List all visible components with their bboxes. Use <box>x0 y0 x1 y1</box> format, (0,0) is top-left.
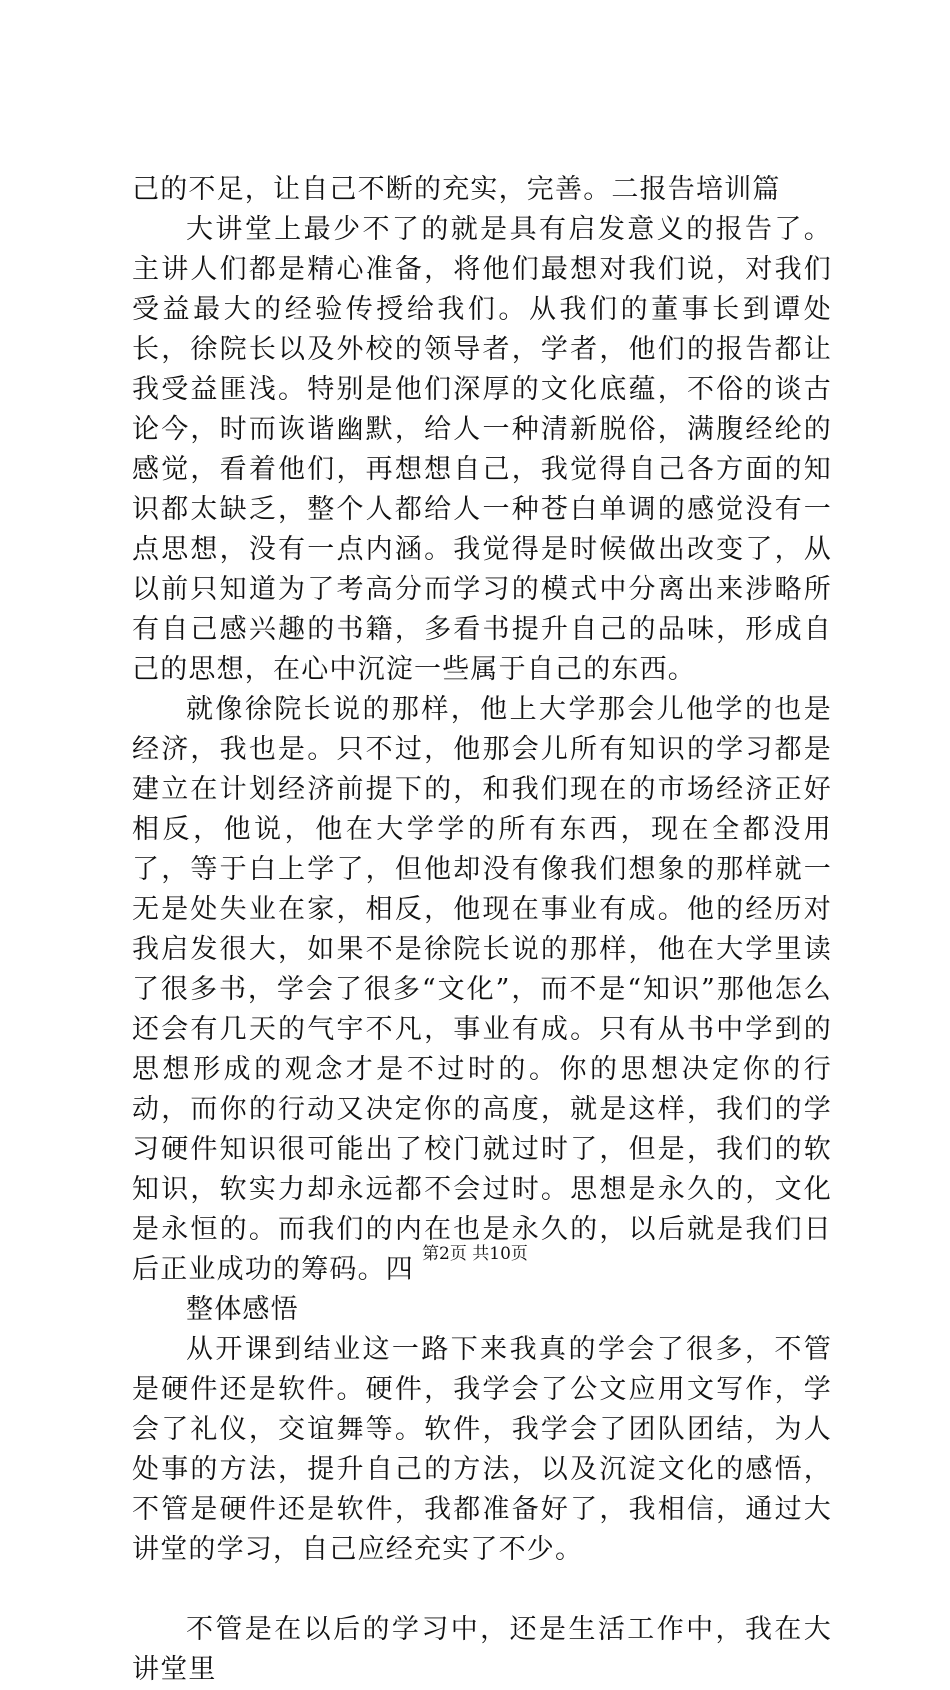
section-heading-overall-insight: 整体感悟 <box>186 1294 299 1325</box>
paragraph-president-xu: 就像徐院长说的那样，他上大学那会儿他学的也是经济，我也是。只不过，他那会儿所有知识的学习都是建立在计划经济前提下的，和我们现在的市场经济正好相反，他说，他在大学学的所有东西，现在全都没用了，等于白上学了，但他却没有像我们想象的那样就一无是处失业在家，相反，他现在事业有成。他的经历对我启发很大，如果不是徐院长说的那样，他在大学里读了很多书，学会了很多“文化”，而不是“知识”那他怎么还会有几天的气宇不凡，事业有成。只有从书中学到的思想形成的观念才是不过时的。你的思想决定你的行动，而你的行动又决定你的高度，就是这样，我们的学习硬件知识很可能出了校门就过时了，但是，我们的软知识，软实力却永远都不会过时。思想是永久的，文化是永恒的。而我们的内在也是永久的，以后就是我们日后正业成功的筹码。四 <box>132 694 832 1285</box>
paragraph-report-training: 大讲堂上最少不了的就是具有启发意义的报告了。主讲人们都是精心准备，将他们最想对我们说，对我们受益最大的经验传授给我们。从我们的董事长到谭处长，徐院长以及外校的领导者，学者，他们的报告都让我受益匪浅。特别是他们深厚的文化底蕴，不俗的谈古论今，时而诙谐幽默，给人一种清新脱俗，满腹经纶的感觉，看着他们，再想想自己，我觉得自己各方面的知识都太缺乏，整个人都给人一种苍白单调的感觉没有一点思想，没有一点内涵。我觉得是时候做出改变了，从以前只知道为了考高分而学习的模式中分离出来涉略所有自己感兴趣的书籍，多看书提升自己的品味，形成自己的思想，在心中沉淀一些属于自己的东西。 <box>132 214 832 685</box>
page-number-footer: 第2页 共10页 <box>422 1244 528 1264</box>
document-body <box>132 170 832 1690</box>
paragraph-continuation: 己的不足，让自己不断的充实，完善。二报告培训篇 <box>132 174 781 205</box>
paragraph-overall-insight: 从开课到结业这一路下来我真的学会了很多，不管是硬件还是软件。硬件，我学会了公文应用文写作，学会了礼仪，交谊舞等。软件，我学会了团队团结，为人处事的方法，提升自己的方法，以及沉淀文化的感悟，不管是硬件还是软件，我都准备好了，我相信，通过大讲堂的学习，自己应经充实了不少。 <box>132 1334 832 1565</box>
paragraph-closing: 不管是在以后的学习中，还是生活工作中，我在大讲堂里 <box>132 1614 832 1685</box>
